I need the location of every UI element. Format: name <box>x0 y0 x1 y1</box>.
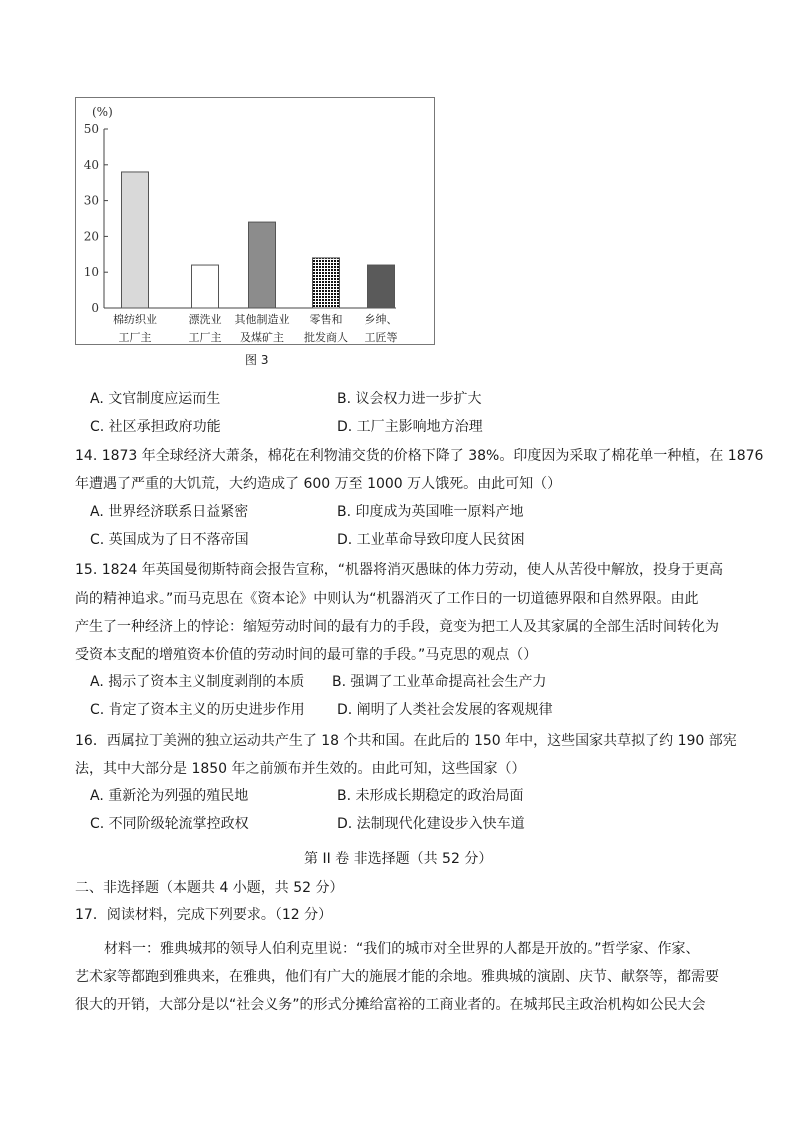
x-category-label: 工厂主 <box>118 331 152 344</box>
q16-option-c[interactable]: C. 不同阶级轮流掌控政权 <box>90 816 249 832</box>
q13-option-a[interactable]: A. 文官制度应运而生 <box>90 391 221 407</box>
q13-option-b[interactable]: B. 议会权力进一步扩大 <box>337 391 482 407</box>
q14-option-b[interactable]: B. 印度成为英国唯一原料产地 <box>337 504 524 520</box>
y-tick-label: 30 <box>83 193 99 208</box>
x-category-label: 棉纺织业 <box>113 313 157 326</box>
q14-option-a[interactable]: A. 世界经济联系日益紧密 <box>90 504 249 520</box>
chart-category-labels <box>113 312 398 344</box>
x-category-label: 乡绅、 <box>364 313 398 326</box>
material-line1: 材料一：雅典城邦的领导人伯利克里说：“我们的城市对全世界的人都是开放的。”哲学家、作家、 <box>104 941 700 957</box>
q16-option-d[interactable]: D. 法制现代化建设步入快车道 <box>337 816 525 832</box>
chart-bar <box>368 265 395 308</box>
material-line2: 艺术家等都跑到雅典来，在雅典，他们有广大的施展才能的余地。雅典城的演剧、庆节、献祭等，都需要 <box>75 969 719 985</box>
part2-title: 第 II 卷 非选择题（共 52 分） <box>304 851 493 867</box>
q16-option-a[interactable]: A. 重新沦为列强的殖民地 <box>90 788 249 804</box>
y-unit-label: (%) <box>92 105 113 119</box>
x-category-label: 零售和 <box>309 313 343 326</box>
q16-stem-line1: 16．西属拉丁美洲的独立运动共产生了 18 个共和国。在此后的 150 年中，这些国家共草拟了约 190 部宪 <box>75 733 737 749</box>
x-category-label: 漂洗业 <box>188 313 222 326</box>
figure-3-box <box>75 97 435 345</box>
q14-option-d[interactable]: D. 工业革命导致印度人民贫困 <box>337 532 525 548</box>
q17-stem: 17．阅读材料，完成下列要求。（12 分） <box>75 907 333 923</box>
chart-bar <box>249 222 276 308</box>
q16-stem-line2: 法，其中大部分是 1850 年之前颁布并生效的。由此可知，这些国家（） <box>75 761 526 777</box>
q14-stem-line1: 14. 1873 年全球经济大萧条，棉花在利物浦交货的价格下降了 38%。印度因为采取了棉花单一种植，在 1876 <box>75 448 764 464</box>
q13-option-c[interactable]: C. 社区承担政府功能 <box>90 419 221 435</box>
y-tick-label: 20 <box>83 229 99 244</box>
q14-stem-line2: 年遭遇了严重的大饥荒，大约造成了 600 万至 1000 万人饿死。由此可知（） <box>75 476 562 492</box>
q13-option-d[interactable]: D. 工厂主影响地方治理 <box>337 419 483 435</box>
x-category-label: 工厂主 <box>188 331 222 344</box>
material-line3: 很大的开销，大部分是以“社会义务”的形式分摊给富裕的工商业者的。在城邦民主政治机构如公民大会 <box>75 997 706 1013</box>
chart-bar <box>122 172 149 308</box>
q15-stem-line3: 产生了一种经济上的悖论：缩短劳动时间的最有力的手段，竟变为把工人及其家属的全部生活时间转化为 <box>75 619 719 635</box>
chart-bar <box>192 265 219 308</box>
q14-option-c[interactable]: C. 英国成为了日不落帝国 <box>90 532 249 548</box>
q15-option-d[interactable]: D. 阐明了人类社会发展的客观规律 <box>337 702 553 718</box>
x-category-label: 及煤矿主 <box>240 331 284 344</box>
x-category-label: 批发商人 <box>304 331 348 344</box>
q16-option-b[interactable]: B. 未形成长期稳定的政治局面 <box>337 788 524 804</box>
y-tick-label: 10 <box>83 265 99 280</box>
y-tick-label: 40 <box>83 157 99 172</box>
q15-stem-line1: 15. 1824 年英国曼彻斯特商会报告宣称，“机器将消灭愚昧的体力劳动，使人从苦役中解放，投身于更高 <box>75 562 724 578</box>
q15-option-c[interactable]: C. 肯定了资本主义的历史进步作用 <box>90 702 305 718</box>
q15-option-b[interactable]: B. 强调了工业革命提高社会生产力 <box>332 674 547 690</box>
q15-stem-line4: 受资本支配的增殖资本价值的劳动时间的最可靠的手段。”马克思的观点（） <box>75 647 538 663</box>
y-tick-label: 50 <box>83 122 99 136</box>
x-category-label: 工匠等 <box>364 331 398 344</box>
section-heading: 二、非选择题（本题共 4 小题，共 52 分） <box>75 880 344 896</box>
bar-chart <box>76 98 434 344</box>
q15-stem-line2: 尚的精神追求。”而马克思在《资本论》中则认为“机器消灭了工作日的一切道德界限和自然界限。由此 <box>75 591 699 607</box>
figure-caption: 图 3 <box>245 353 269 367</box>
x-category-label: 其他制造业 <box>234 313 290 326</box>
y-tick-label: 0 <box>91 301 99 315</box>
chart-bars <box>122 172 395 308</box>
chart-bar <box>313 258 340 308</box>
q15-option-a[interactable]: A. 揭示了资本主义制度剥削的本质 <box>90 674 305 690</box>
